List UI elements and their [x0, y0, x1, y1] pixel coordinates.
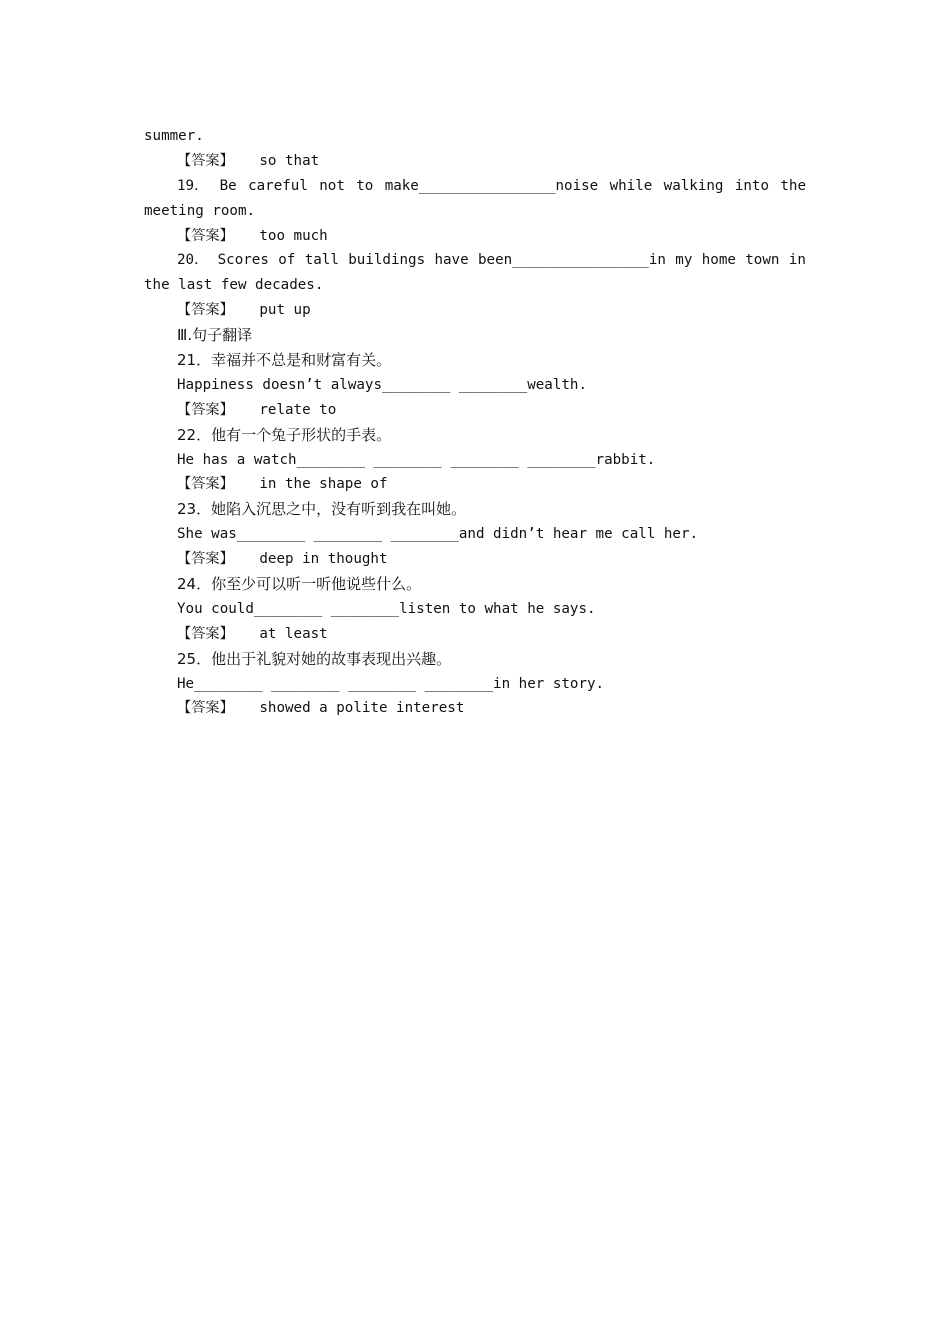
question-23-chinese: 23．她陷入沉思之中，没有听到我在叫她。 [177, 500, 467, 519]
answer-21 [144, 398, 806, 423]
q20-word: my [675, 252, 693, 269]
q20-continuation: the last few decades. [144, 277, 324, 294]
question-25-chinese: 25．他出于礼貌对她的故事表现出兴趣。 [177, 649, 452, 668]
q19-word: while [609, 177, 653, 194]
q19-word: not [319, 177, 345, 194]
answer-text: deep in thought [259, 551, 388, 568]
answer-text: relate to [259, 401, 337, 418]
answer-18 [144, 149, 806, 174]
question-24-english: You could________ ________listen to what he says. [177, 600, 596, 617]
answer-label: 【答案】 [177, 401, 234, 418]
question-23-english: She was________ ________ ________and didn’t hear me call her. [177, 526, 699, 543]
q19-word: 19． [177, 177, 209, 194]
document-page [144, 124, 806, 721]
answer-20 [144, 298, 806, 323]
question-21-chinese: 21．幸福并不总是和财富有关。 [177, 351, 392, 370]
answer-label: 【答案】 [177, 551, 234, 568]
section-heading: Ⅲ.句子翻译 [177, 326, 253, 345]
answer-label: 【答案】 [177, 476, 234, 493]
q20-word: buildings [348, 252, 426, 269]
q20-word: home [701, 252, 736, 269]
answer-text: showed a polite interest [259, 700, 465, 717]
q20-word: town [745, 252, 780, 269]
q20-word: Scores [217, 252, 269, 269]
answer-label: 【答案】 [177, 227, 234, 244]
q20-word: 20． [177, 252, 209, 269]
answer-text: too much [259, 227, 328, 244]
q19-word: make________________noise [384, 177, 599, 194]
answer-text: so that [259, 152, 320, 169]
answer-label: 【答案】 [177, 152, 234, 169]
question-22-english: He has a watch________ ________ ________ ________rabbit. [177, 451, 656, 468]
q19-word: the [780, 177, 806, 194]
q19-word: careful [248, 177, 308, 194]
q19-word: walking [663, 177, 724, 194]
answer-label: 【答案】 [177, 302, 234, 319]
answer-label: 【答案】 [177, 700, 234, 717]
answer-22 [144, 472, 806, 497]
answer-23 [144, 547, 806, 572]
answer-text: in the shape of [259, 476, 388, 493]
q19-word: to [356, 177, 374, 194]
q20-word: have [434, 252, 469, 269]
question-22-chinese: 22．他有一个兔子形状的手表。 [177, 425, 392, 444]
answer-text: put up [259, 302, 311, 319]
question-20 [144, 248, 806, 273]
q20-word: in [788, 252, 806, 269]
q19-word: into [734, 177, 769, 194]
answer-25 [144, 696, 806, 721]
q20-word: been________________in [478, 252, 666, 269]
question-25-english: He________ ________ ________ ________in her story. [177, 675, 605, 692]
q20-word: of [278, 252, 296, 269]
question-21-english: Happiness doesn’t always________ ________wealth. [177, 376, 587, 393]
question-19 [144, 174, 806, 199]
q19-word: Be [219, 177, 237, 194]
question-24-chinese: 24．你至少可以听一听他说些什么。 [177, 575, 422, 594]
q20-word: tall [304, 252, 339, 269]
answer-label: 【答案】 [177, 625, 234, 642]
answer-text: at least [259, 625, 328, 642]
q18-continuation: summer. [144, 128, 204, 144]
q19-continuation: meeting room. [144, 202, 256, 219]
answer-24 [144, 622, 806, 647]
answer-19 [144, 224, 806, 249]
